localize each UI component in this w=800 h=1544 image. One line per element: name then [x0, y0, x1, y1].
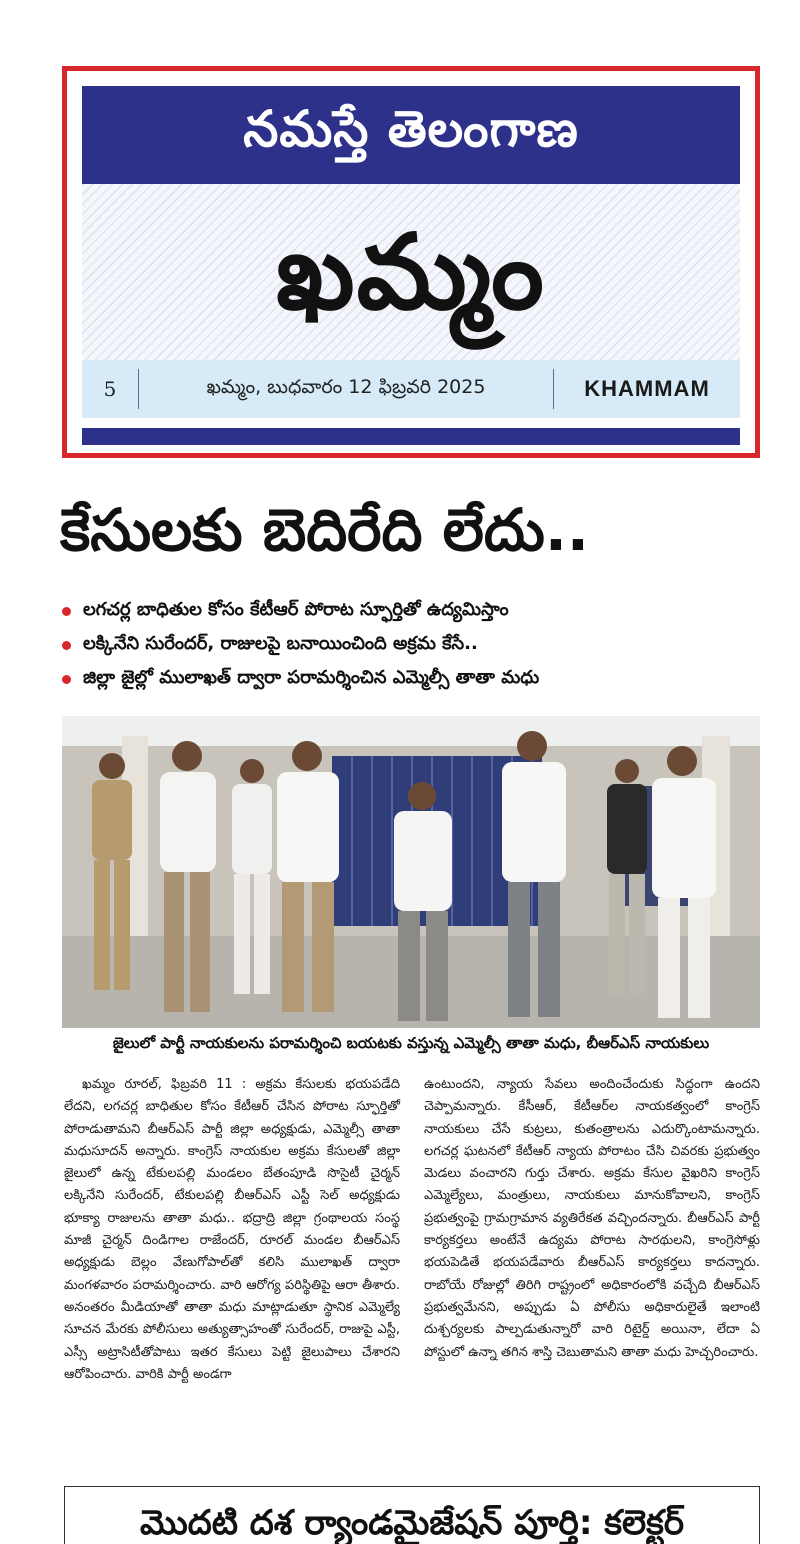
list-item — [62, 662, 762, 696]
edition-name: KHAMMAM — [584, 376, 710, 401]
photo-caption: జైలులో పార్టీ నాయకులను పరామర్శించి బయటకు వస్తున్న ఎమ్మెల్సీ తాతా మధు, బీఆర్ఎస్ నాయకులు — [112, 1034, 710, 1052]
bullet-dot-icon — [62, 675, 71, 684]
highlight-bullets — [62, 594, 762, 696]
bullet-text: జిల్లా జైల్లో ములాఖత్ ద్వారా పరామర్శించిన ఎమ్మెల్సీ తాతా మధు — [83, 666, 540, 688]
next-article-headline: మొదటి దశ ర్యాండమైజేషన్ పూర్తి: కలెక్టర్ — [139, 1503, 685, 1543]
list-item — [62, 594, 762, 628]
next-article-box — [64, 1486, 760, 1544]
masthead-bottom-bar — [82, 428, 740, 445]
photo-illustration — [62, 716, 760, 1028]
masthead-info-strip — [82, 360, 740, 418]
edition-city: ఖమ్మం — [276, 211, 546, 333]
page-number: 5 — [103, 377, 117, 401]
date-line: ఖమ్మం, బుధవారం 12 ఫిబ్రవరి 2025 — [206, 375, 486, 398]
news-photo — [62, 716, 760, 1028]
masthead — [62, 66, 760, 458]
bullet-dot-icon — [62, 607, 71, 616]
bullet-text: లక్కినేని సురేందర్, రాజులపై బనాయించింది అక్రమ కేసే.. — [83, 632, 478, 654]
paper-name: నమస్తే తెలంగాణ — [243, 99, 579, 158]
bullet-text: లగచర్ల బాధితుల కోసం కేటీఆర్ పోరాట స్ఫూర్తితో ఉద్యమిస్తాం — [83, 598, 509, 620]
article-body-left-column: ఖమ్మం రూరల్, ఫిబ్రవరి 11 : అక్రమ కేసులకు భయపడేది లేదని, లగచర్ల బాధితుల కోసం కేటీఆర్ చేసిన పోరాట స్ఫూర్తితో పోరాడుతామని బీఆర్ఎస్ పార్టీ జిల్లా అధ్యక్షుడు, ఎమ్మెల్సీ తాతా మధుసూదన్ అన్నారు. కాంగ్రెస్ నాయకుల అక్రమ కేసులతో జిల్లా జైలులో ఉన్న టేకులపల్లి మండలం బేతంపూడి సొసైటీ చైర్మన్ లక్కినేని సురేందర్, టేకులపల్లి బీఆర్ఎస్ ఎస్టీ సెల్ అధ్యక్షుడు భూక్యా రాజులను తాతా మధు.. భద్రాద్రి జిల్లా గ్రంథాలయ సంస్థ మాజీ చైర్మన్ దిండిగాల రాజేందర్, రూరల్ మండల బీఆర్ఎస్ అధ్యక్షుడు బెల్లం వేణుగోపాల్‌తో కలిసి ములాఖత్ ద్వారా మంగళవారం పరామర్శించారు. వారి ఆరోగ్య పరిస్థితిపై ఆరా తీశారు. అనంతరం మీడియాతో తాతా మధు మాట్లాడుతూ స్థానిక ఎమ్మెల్యే సూచన మేరకు పోలీసులు అత్యుత్సాహంతో సురేందర్, రాజుపై ఎస్టీ, ఎస్సీ అట్రాసిటీతోపాటు ఇతర కేసులు పెట్టి జైలుపాలు చేశారని ఆరోపించారు. వారికి పార్టీ అండగా — [64, 1077, 400, 1382]
article-headline: కేసులకు బెదిరేది లేదు.. — [60, 496, 589, 564]
bullet-dot-icon — [62, 641, 71, 650]
list-item — [62, 628, 762, 662]
edition-banner — [82, 184, 740, 360]
paper-name-banner — [82, 86, 740, 184]
article-body-right-column: ఉంటుందని, న్యాయ సేవలు అందించేందుకు సిద్ధంగా ఉందని చెప్పామన్నారు. కేసీఆర్, కేటీఆర్‌ల నాయకత్వంలో కాంగ్రెస్ నాయకులు చేసే కుట్రలు, కుతంత్రాలను ఎదుర్కొంటామన్నారు. లగచర్ల ఘటనలో కేటీఆర్ న్యాయ పోరాటం చేసి చివరకు ప్రభుత్వం మెడలు వంచారని గుర్తు చేశారు. అక్రమ కేసుల వైఖరిని కాంగ్రెస్ ఎమ్మెల్యేలు, మంత్రులు, నాయకులు మానుకోవాలని, కాంగ్రెస్ ప్రభుత్వంపై గ్రామగ్రామాన వ్యతిరేకత వచ్చిందన్నారు. బీఆర్ఎస్ పార్టీ కార్యకర్తలు అంటేనే ఉద్యమ పోరాట సారథులని, కాంగ్రెసోళ్లు భయపెడితే భయపడేవారు బీఆర్ఎస్ కార్యకర్తలు కాదన్నారు. రాబోయే రోజుల్లో తిరిగి రాష్ట్రంలో అధికారంలోకి వచ్చేది బీఆర్ఎస్ ప్రభుత్వమేనని, అప్పుడు ఏ పోలీసు అధికారులైతే ఇలాంటి దుశ్చర్యలకు పాల్పడుతున్నారో వారి రిటైర్డ్ అయినా, లేదా ఏ పోస్టులో ఉన్నా తగిన శాస్తి చెబుతామని తాతా మధు హెచ్చరించారు. — [424, 1077, 760, 1360]
